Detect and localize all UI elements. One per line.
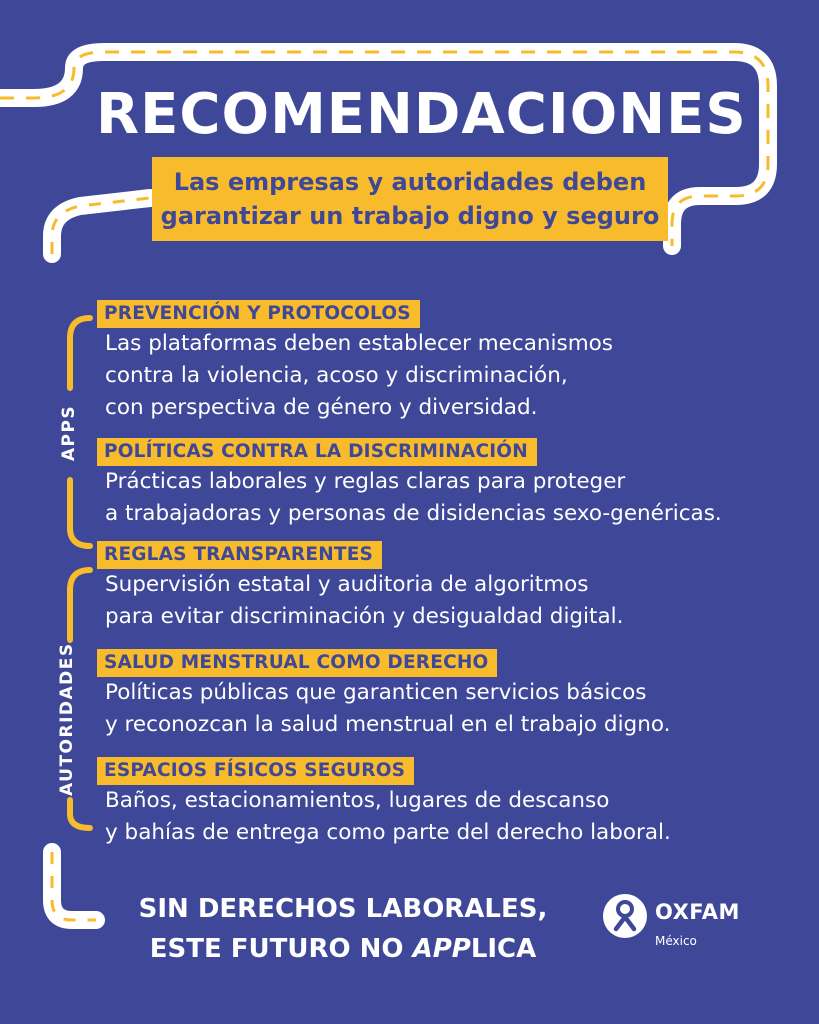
section-text-line: con perspectiva de género y diversidad. — [105, 395, 538, 420]
recommendation-anti-discrimination — [97, 438, 789, 530]
section-text-line: Supervisión estatal y auditoria de algoritmos — [105, 572, 589, 597]
section-title: ESPACIOS FÍSICOS SEGUROS — [97, 757, 414, 785]
logo-country: México — [655, 934, 697, 948]
section-text-line: contra la violencia, acoso y discriminación, — [105, 363, 568, 388]
slogan-line-1: SIN DERECHOS LABORALES, — [138, 894, 548, 924]
subtitle-banner — [152, 157, 668, 241]
slogan-italic: APP — [412, 934, 471, 964]
section-title: REGLAS TRANSPARENTES — [97, 541, 382, 569]
slogan-line-2 — [118, 929, 568, 969]
subtitle-line-2: garantizar un trabajo digno y seguro — [160, 202, 660, 230]
section-title: PREVENCIÓN Y PROTOCOLOS — [97, 300, 420, 328]
section-text-line: Políticas públicas que garanticen servicios básicos — [105, 680, 647, 705]
oxfam-logo-icon — [602, 893, 648, 939]
footer-slogan — [118, 889, 568, 969]
section-title: POLÍTICAS CONTRA LA DISCRIMINACIÓN — [97, 438, 537, 466]
slogan-prefix: ESTE FUTURO NO — [149, 934, 413, 964]
group-label-apps: APPS — [59, 404, 79, 462]
recommendation-transparent-rules — [97, 541, 789, 633]
recommendation-safe-spaces — [97, 757, 789, 849]
subtitle-line-1: Las empresas y autoridades deben — [173, 168, 647, 196]
logo-name: OXFAM — [655, 900, 740, 924]
section-text-line: para evitar discriminación y desigualdad digital. — [105, 604, 624, 629]
section-title: SALUD MENSTRUAL COMO DERECHO — [97, 649, 497, 677]
section-text-line: y bahías de entrega como parte del derecho laboral. — [105, 820, 671, 845]
section-text-line: Las plataformas deben establecer mecanismos — [105, 331, 614, 356]
recommendation-prevention — [97, 300, 789, 424]
section-text-line: y reconozcan la salud menstrual en el trabajo digno. — [105, 712, 671, 737]
group-label-authorities: AUTORIDADES — [57, 642, 77, 796]
section-text-line: Prácticas laborales y reglas claras para proteger — [105, 469, 626, 494]
section-text-line: a trabajadoras y personas de disidencias sexo-genéricas. — [105, 501, 722, 526]
recommendation-menstrual-health — [97, 649, 789, 741]
section-text-line: Baños, estacionamientos, lugares de descanso — [105, 788, 610, 813]
page-title: RECOMENDACIONES — [96, 82, 747, 147]
slogan-suffix: LICA — [470, 934, 537, 964]
